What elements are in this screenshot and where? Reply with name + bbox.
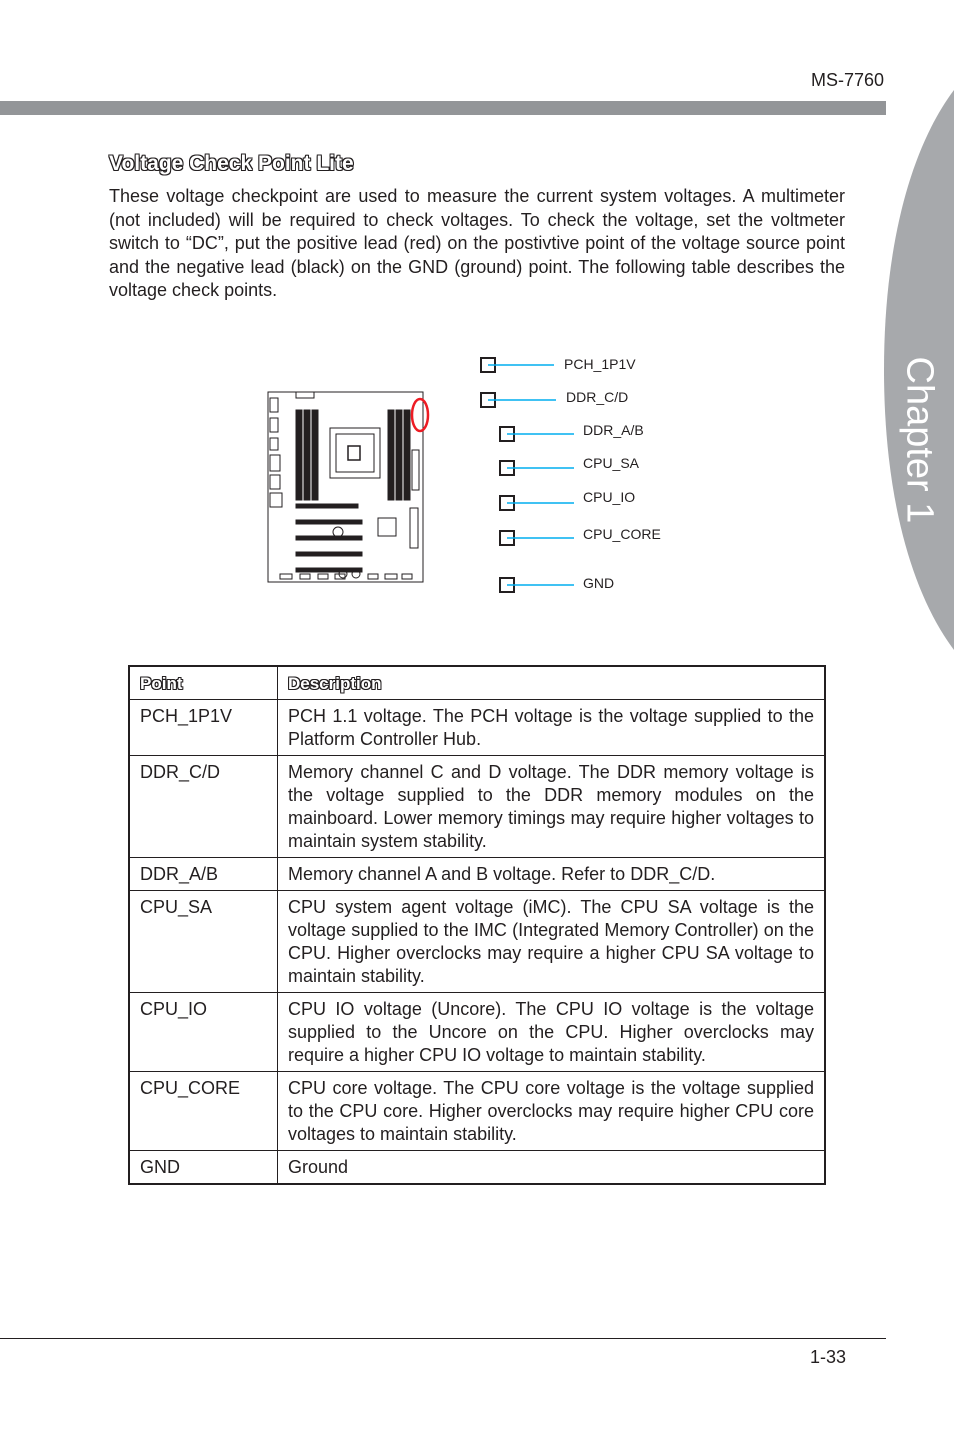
- checkpoint-label-cpu-io: CPU_IO: [583, 489, 636, 505]
- header-bar: [0, 101, 886, 115]
- point-cell: CPU_IO: [129, 993, 278, 1072]
- table-row: [129, 1151, 825, 1185]
- table-row: [129, 891, 825, 993]
- table-row: [129, 1072, 825, 1151]
- column-header-point: Point: [129, 666, 278, 700]
- checkpoint-label-ddr-ab: DDR_A/B: [583, 422, 644, 438]
- section-title: Voltage Check Point Lite: [109, 152, 354, 175]
- footer-rule: [0, 1338, 886, 1339]
- point-cell: DDR_A/B: [129, 858, 278, 891]
- checkpoint-label-cpu-sa: CPU_SA: [583, 455, 640, 471]
- checkpoint-label-ddr-cd: DDR_C/D: [566, 389, 629, 405]
- checkpoint-highlight: [412, 399, 428, 431]
- description-cell: CPU core voltage. The CPU core voltage is the voltage supplied to the CPU core. Higher overclocks may require higher CPU core voltages to maintain stability.: [278, 1072, 826, 1151]
- point-cell: CPU_SA: [129, 891, 278, 993]
- description-cell: CPU system agent voltage (iMC). The CPU SA voltage is the voltage supplied to the IMC (Integrated Memory Controller) on the CPU. Higher overclocks may require a higher CPU SA voltage to maintain stability.: [278, 891, 826, 993]
- model-number: MS-7760: [810, 70, 884, 90]
- description-cell: Memory channel C and D voltage. The DDR memory voltage is the voltage supplied to the DDR memory modules on the mainboard. Lower memory timings may require higher voltages to maintain system stability.: [278, 756, 826, 858]
- checkpoint-markers: [481, 358, 574, 592]
- point-cell: DDR_C/D: [129, 756, 278, 858]
- page-number: 1-33: [809, 1347, 846, 1367]
- intro-paragraph: These voltage checkpoint are used to measure the current system voltages. A multimeter (not included) will be required to check voltages. To check the voltage, set the voltmeter switch to “DC”, put the positive lead (red) on the postivtive point of the voltage source point and the negative lead (black) on the GND (ground) point. The following table describes the voltage check points.: [109, 186, 845, 300]
- table-row: [129, 858, 825, 891]
- table-row: [129, 756, 825, 858]
- voltage-checkpoint-table: [128, 665, 826, 1185]
- checkpoint-label-pch-1p1v: PCH_1P1V: [564, 356, 636, 372]
- point-cell: CPU_CORE: [129, 1072, 278, 1151]
- description-cell: Ground: [278, 1151, 826, 1185]
- motherboard-illustration: [268, 392, 423, 582]
- checkpoint-label-gnd: GND: [583, 575, 615, 591]
- description-cell: CPU IO voltage (Uncore). The CPU IO voltage is the voltage supplied to the Uncore on the CPU. Higher overclocks may require a higher CPU IO voltage to maintain stability.: [278, 993, 826, 1072]
- point-cell: PCH_1P1V: [129, 700, 278, 756]
- diagram-svg: [0, 330, 954, 630]
- point-cell: GND: [129, 1151, 278, 1185]
- column-header-description: Description: [278, 666, 826, 700]
- voltage-checkpoint-diagram: [0, 330, 954, 635]
- checkpoint-label-cpu-core: CPU_CORE: [583, 526, 661, 542]
- table-header-row: [129, 666, 825, 700]
- description-cell: PCH 1.1 voltage. The PCH voltage is the voltage supplied to the Platform Controller Hub.: [278, 700, 826, 756]
- table-row: [129, 993, 825, 1072]
- table-row: [129, 700, 825, 756]
- description-cell: Memory channel A and B voltage. Refer to DDR_C/D.: [278, 858, 826, 891]
